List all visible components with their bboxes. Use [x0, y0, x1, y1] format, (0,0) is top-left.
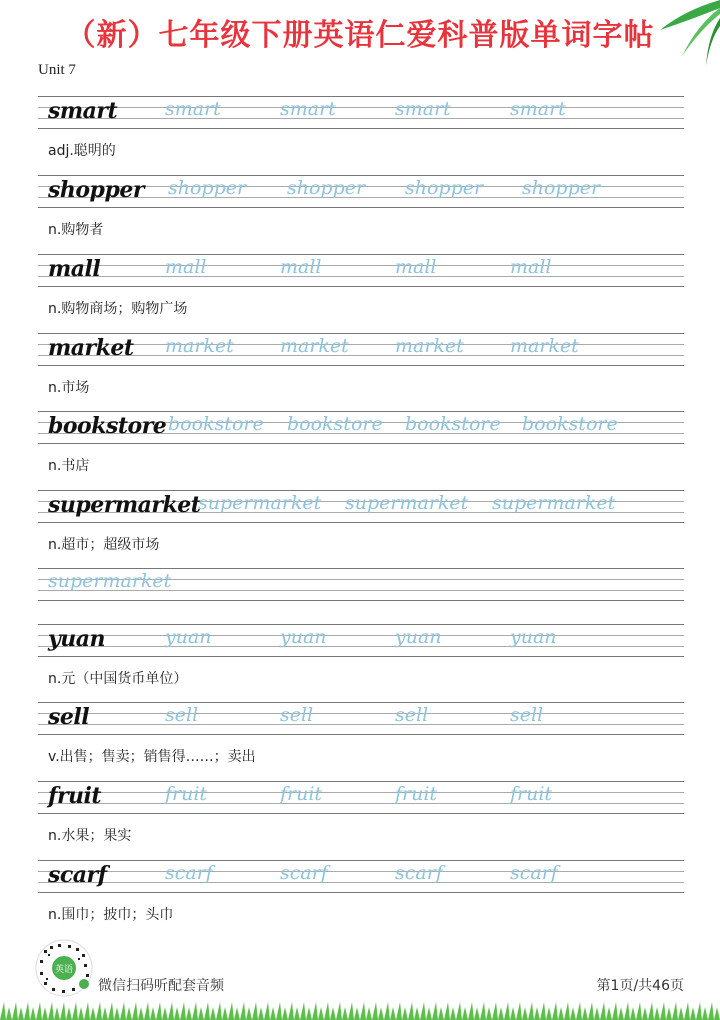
writing-guidelines: [38, 333, 684, 365]
page-title: （新）七年级下册英语仁爱科普版单词字帖: [65, 18, 655, 53]
audio-note: 微信扫码听配套音频: [98, 978, 224, 994]
trace-copy: shopper: [287, 177, 366, 199]
word-row: [0, 860, 720, 940]
trace-copy: smart: [280, 98, 336, 120]
vocab-word: smart: [48, 98, 118, 124]
trace-copy: smart: [395, 98, 451, 120]
trace-copy: scarf: [280, 862, 328, 884]
vocab-word: market: [48, 335, 134, 361]
trace-copy: bookstore: [168, 413, 264, 435]
word-meaning: n.超市；超级市场: [48, 537, 160, 553]
page-number: 第1页/共46页: [596, 978, 684, 994]
trace-copy: scarf: [165, 862, 213, 884]
trace-copy: bookstore: [287, 413, 383, 435]
vocab-word: yuan: [48, 626, 106, 652]
trace-copy: supermarket: [198, 492, 322, 514]
word-row: [0, 781, 720, 861]
word-row: [0, 96, 720, 176]
writing-guidelines: [38, 254, 684, 286]
trace-copy: smart: [165, 98, 221, 120]
word-row: [0, 490, 720, 570]
trace-copy: supermarket: [345, 492, 469, 514]
trace-copy: supermarket: [492, 492, 616, 514]
trace-copy: supermarket: [48, 570, 172, 592]
trace-copy: yuan: [395, 626, 442, 648]
trace-copy: mall: [395, 256, 437, 278]
trace-copy: smart: [510, 98, 566, 120]
word-meaning: v.出售；售卖；销售得……；卖出: [48, 749, 256, 765]
trace-copy: market: [280, 335, 349, 357]
trace-copy: scarf: [395, 862, 443, 884]
word-row: [0, 702, 720, 782]
trace-copy: scarf: [510, 862, 558, 884]
trace-copy: shopper: [522, 177, 601, 199]
writing-guidelines: [38, 96, 684, 128]
grass-border-decoration: [0, 998, 720, 1020]
trace-copy: sell: [165, 704, 199, 726]
trace-copy: bookstore: [405, 413, 501, 435]
vocab-word: bookstore: [48, 413, 167, 439]
trace-copy: mall: [165, 256, 207, 278]
unit-label: Unit 7: [38, 62, 76, 78]
trace-copy: shopper: [168, 177, 247, 199]
writing-guidelines: [38, 781, 684, 813]
word-meaning: n.水果；果实: [48, 828, 132, 844]
vocab-word: supermarket: [48, 492, 201, 518]
trace-copy: sell: [280, 704, 314, 726]
word-row: [0, 175, 720, 255]
trace-copy: yuan: [510, 626, 557, 648]
trace-copy: fruit: [510, 783, 553, 805]
word-meaning: n.购物者: [48, 222, 104, 238]
trace-copy: shopper: [405, 177, 484, 199]
bamboo-leaves-decoration: [630, 0, 720, 70]
trace-copy: yuan: [165, 626, 212, 648]
green-dot-icon: [78, 978, 90, 990]
trace-copy: fruit: [280, 783, 323, 805]
trace-copy: market: [165, 335, 234, 357]
trace-copy: mall: [280, 256, 322, 278]
word-row: [0, 333, 720, 413]
vocab-word: shopper: [48, 177, 144, 203]
word-meaning: n.购物商场；购物广场: [48, 301, 188, 317]
trace-copy: yuan: [280, 626, 327, 648]
vocab-word: scarf: [48, 862, 107, 888]
trace-copy: fruit: [395, 783, 438, 805]
trace-copy: sell: [510, 704, 544, 726]
trace-copy: fruit: [165, 783, 208, 805]
writing-guidelines: [38, 624, 684, 656]
qr-badge-text: 英语: [54, 965, 74, 975]
writing-guidelines: [38, 702, 684, 734]
trace-copy: sell: [395, 704, 429, 726]
vocab-word: mall: [48, 256, 101, 282]
word-meaning: n.市场: [48, 380, 90, 396]
trace-copy: bookstore: [522, 413, 618, 435]
word-meaning: n.元（中国货币单位）: [48, 671, 188, 687]
trace-copy: market: [395, 335, 464, 357]
trace-copy: mall: [510, 256, 552, 278]
trace-copy: market: [510, 335, 579, 357]
vocab-word: sell: [48, 704, 90, 730]
writing-guidelines: [38, 860, 684, 892]
word-row: [0, 411, 720, 491]
word-row: [0, 254, 720, 334]
word-meaning: n.书店: [48, 458, 90, 474]
word-meaning: adj.聪明的: [48, 143, 116, 159]
word-meaning: n.围巾；披巾；头巾: [48, 907, 174, 923]
word-row: [0, 624, 720, 704]
vocab-word: fruit: [48, 783, 102, 809]
